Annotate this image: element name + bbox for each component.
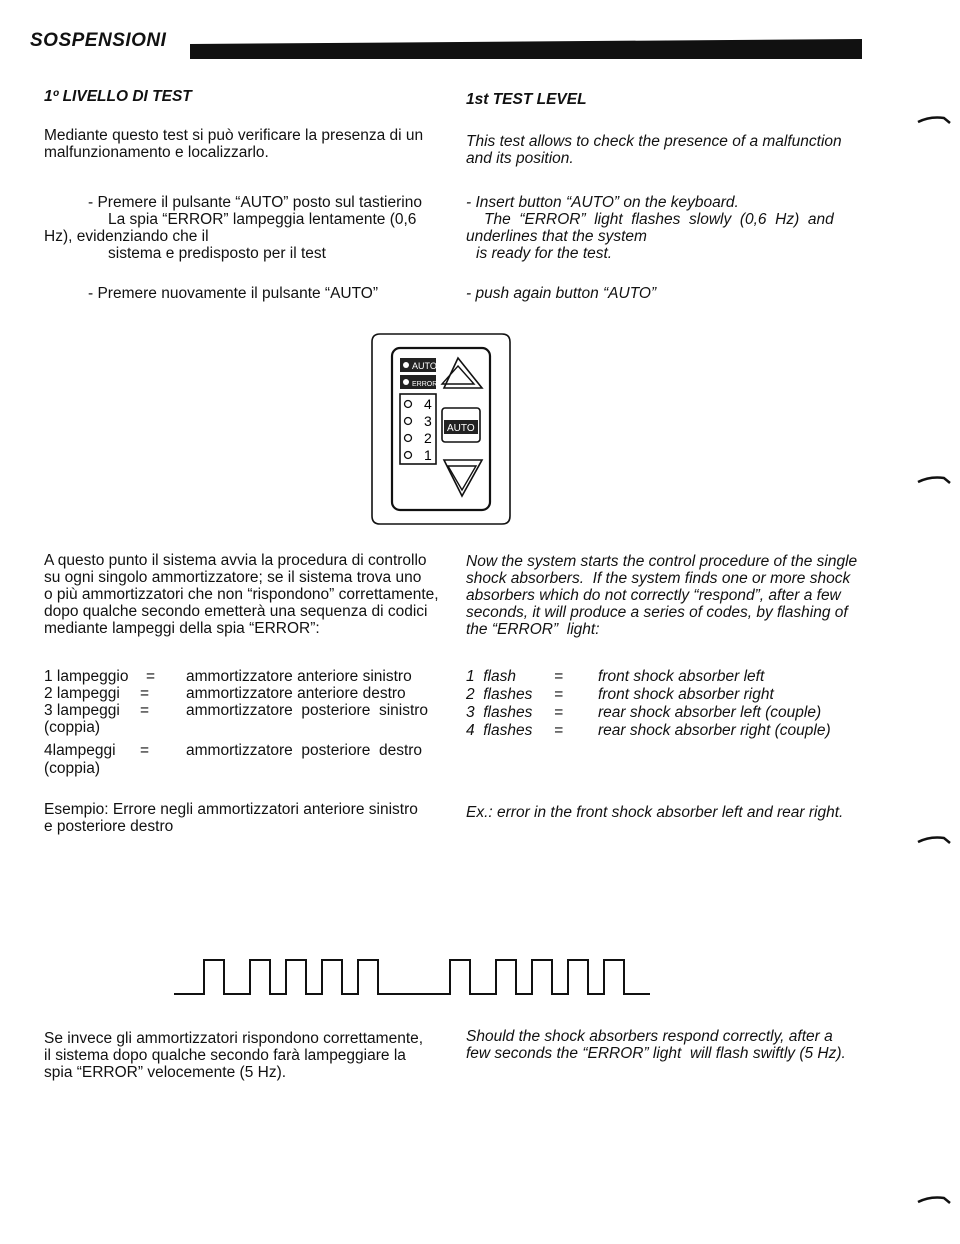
header-bar — [190, 39, 862, 59]
it-procedure-2: su ogni singolo ammortizzatore; se il sistema trova uno — [44, 569, 422, 586]
it-final-2: il sistema dopo qualche secondo farà lampeggiare la — [44, 1047, 406, 1064]
it-procedure-1: A questo punto il sistema avvia la procedura di controllo — [44, 552, 427, 569]
en-final-1: Should the shock absorbers respond correctly, after a — [466, 1028, 833, 1045]
level-1: 1 — [424, 447, 432, 463]
en-final-2: few seconds the “ERROR” light will flash swiftly (5 Hz). — [466, 1045, 846, 1062]
it-step1-3: Hz), evidenziando che il — [44, 228, 209, 245]
it-code-count: 2 lampeggi — [44, 685, 120, 702]
en-code-eq: = — [554, 668, 564, 685]
level-4: 4 — [424, 396, 432, 412]
en-procedure-5: the “ERROR” light: — [466, 621, 600, 638]
it-procedure-4: dopo qualche secondo emetterà una sequenza di codici — [44, 603, 428, 620]
it-final-3: spia “ERROR” velocemente (5 Hz). — [44, 1064, 287, 1081]
en-code-eq: = — [554, 686, 564, 703]
it-code-count: 3 lampeggi — [44, 702, 120, 719]
margin-mark — [916, 476, 952, 484]
it-procedure-3: o più ammortizzatori che non “rispondono” correttamente, — [44, 586, 439, 603]
en-procedure-1: Now the system starts the control procedure of the single — [466, 553, 858, 570]
auto-led-icon — [403, 362, 409, 368]
en-step2: - push again button “AUTO” — [466, 285, 657, 302]
en-heading: 1st TEST LEVEL — [466, 91, 587, 108]
en-code-eq: = — [554, 722, 564, 739]
it-code-count: 1 lampeggio — [44, 668, 129, 685]
en-code-eq: = — [554, 704, 564, 721]
it-code-eq: = — [146, 668, 156, 685]
keypad-illustration — [368, 330, 514, 528]
en-step1-4: is ready for the test. — [476, 245, 613, 262]
en-code-count: 4 flashes — [466, 722, 533, 739]
en-code-meaning: front shock absorber left — [598, 668, 765, 685]
en-procedure-3: absorbers which do not correctly “respond”, after a few — [466, 587, 841, 604]
it-code-meaning: ammortizzatore anteriore destro — [186, 685, 406, 702]
it-heading: 1º LIVELLO DI TEST — [44, 88, 192, 105]
section-title: SOSPENSIONI — [30, 30, 167, 51]
en-intro-2: and its position. — [466, 150, 574, 167]
en-code-meaning: front shock absorber right — [598, 686, 774, 703]
indicator-auto: AUTO — [412, 361, 437, 371]
en-step1-3: underlines that the system — [466, 228, 647, 245]
it-example-1: Esempio: Errore negli ammortizzatori anteriore sinistro — [44, 801, 418, 818]
margin-mark — [916, 836, 952, 844]
it-step1-4: sistema e predisposto per il test — [108, 245, 326, 262]
en-code-count: 2 flashes — [466, 686, 533, 703]
it-code-count: 4lampeggi — [44, 742, 116, 759]
en-code-meaning: rear shock absorber left (couple) — [598, 704, 822, 721]
indicator-error: ERROR — [412, 381, 438, 388]
pulse-line — [174, 960, 650, 994]
it-code-meaning: ammortizzatore posteriore destro — [186, 742, 423, 759]
auto-button-label: AUTO — [447, 423, 475, 434]
level-3: 3 — [424, 413, 432, 429]
level-2: 2 — [424, 430, 432, 446]
margin-mark — [916, 116, 952, 124]
margin-mark — [916, 1196, 952, 1204]
en-step1-2: The “ERROR” light flashes slowly (0,6 Hz) and — [484, 211, 834, 228]
it-code-eq: = — [140, 702, 150, 719]
en-step1-1: - Insert button “AUTO” on the keyboard. — [466, 194, 739, 211]
en-code-meaning: rear shock absorber right (couple) — [598, 722, 831, 739]
it-intro-1: Mediante questo test si può verificare la presenza di un — [44, 127, 424, 144]
en-procedure-4: seconds, it will produce a series of codes, by flashing of — [466, 604, 848, 621]
error-led-icon — [403, 379, 409, 385]
en-example: Ex.: error in the front shock absorber left and rear right. — [466, 804, 844, 821]
it-step1-1: - Premere il pulsante “AUTO” posto sul tastierino — [88, 194, 422, 211]
it-code-meaning: ammortizzatore posteriore sinistro — [186, 702, 429, 719]
it-intro-2: malfunzionamento e localizzarlo. — [44, 144, 269, 161]
it-code-eq: = — [140, 742, 150, 759]
en-code-count: 1 flash — [466, 668, 516, 685]
en-code-count: 3 flashes — [466, 704, 533, 721]
en-intro-1: This test allows to check the presence of a malfunction — [466, 133, 842, 150]
it-final-1: Se invece gli ammortizzatori rispondono correttamente, — [44, 1030, 424, 1047]
it-example-2: e posteriore destro — [44, 818, 174, 835]
it-code-meaning: ammortizzatore anteriore sinistro — [186, 668, 412, 685]
it-code-count: (coppia) — [44, 719, 100, 736]
it-step1-2: La spia “ERROR” lampeggia lentamente (0,6 — [108, 211, 417, 228]
it-code-eq: = — [140, 685, 150, 702]
it-code-count: (coppia) — [44, 760, 100, 777]
flash-pulse-diagram — [170, 950, 710, 1010]
it-step2: - Premere nuovamente il pulsante “AUTO” — [88, 285, 379, 302]
en-procedure-2: shock absorbers. If the system finds one or more shock — [466, 570, 851, 587]
it-procedure-5: mediante lampeggi della spia “ERROR”: — [44, 620, 320, 637]
